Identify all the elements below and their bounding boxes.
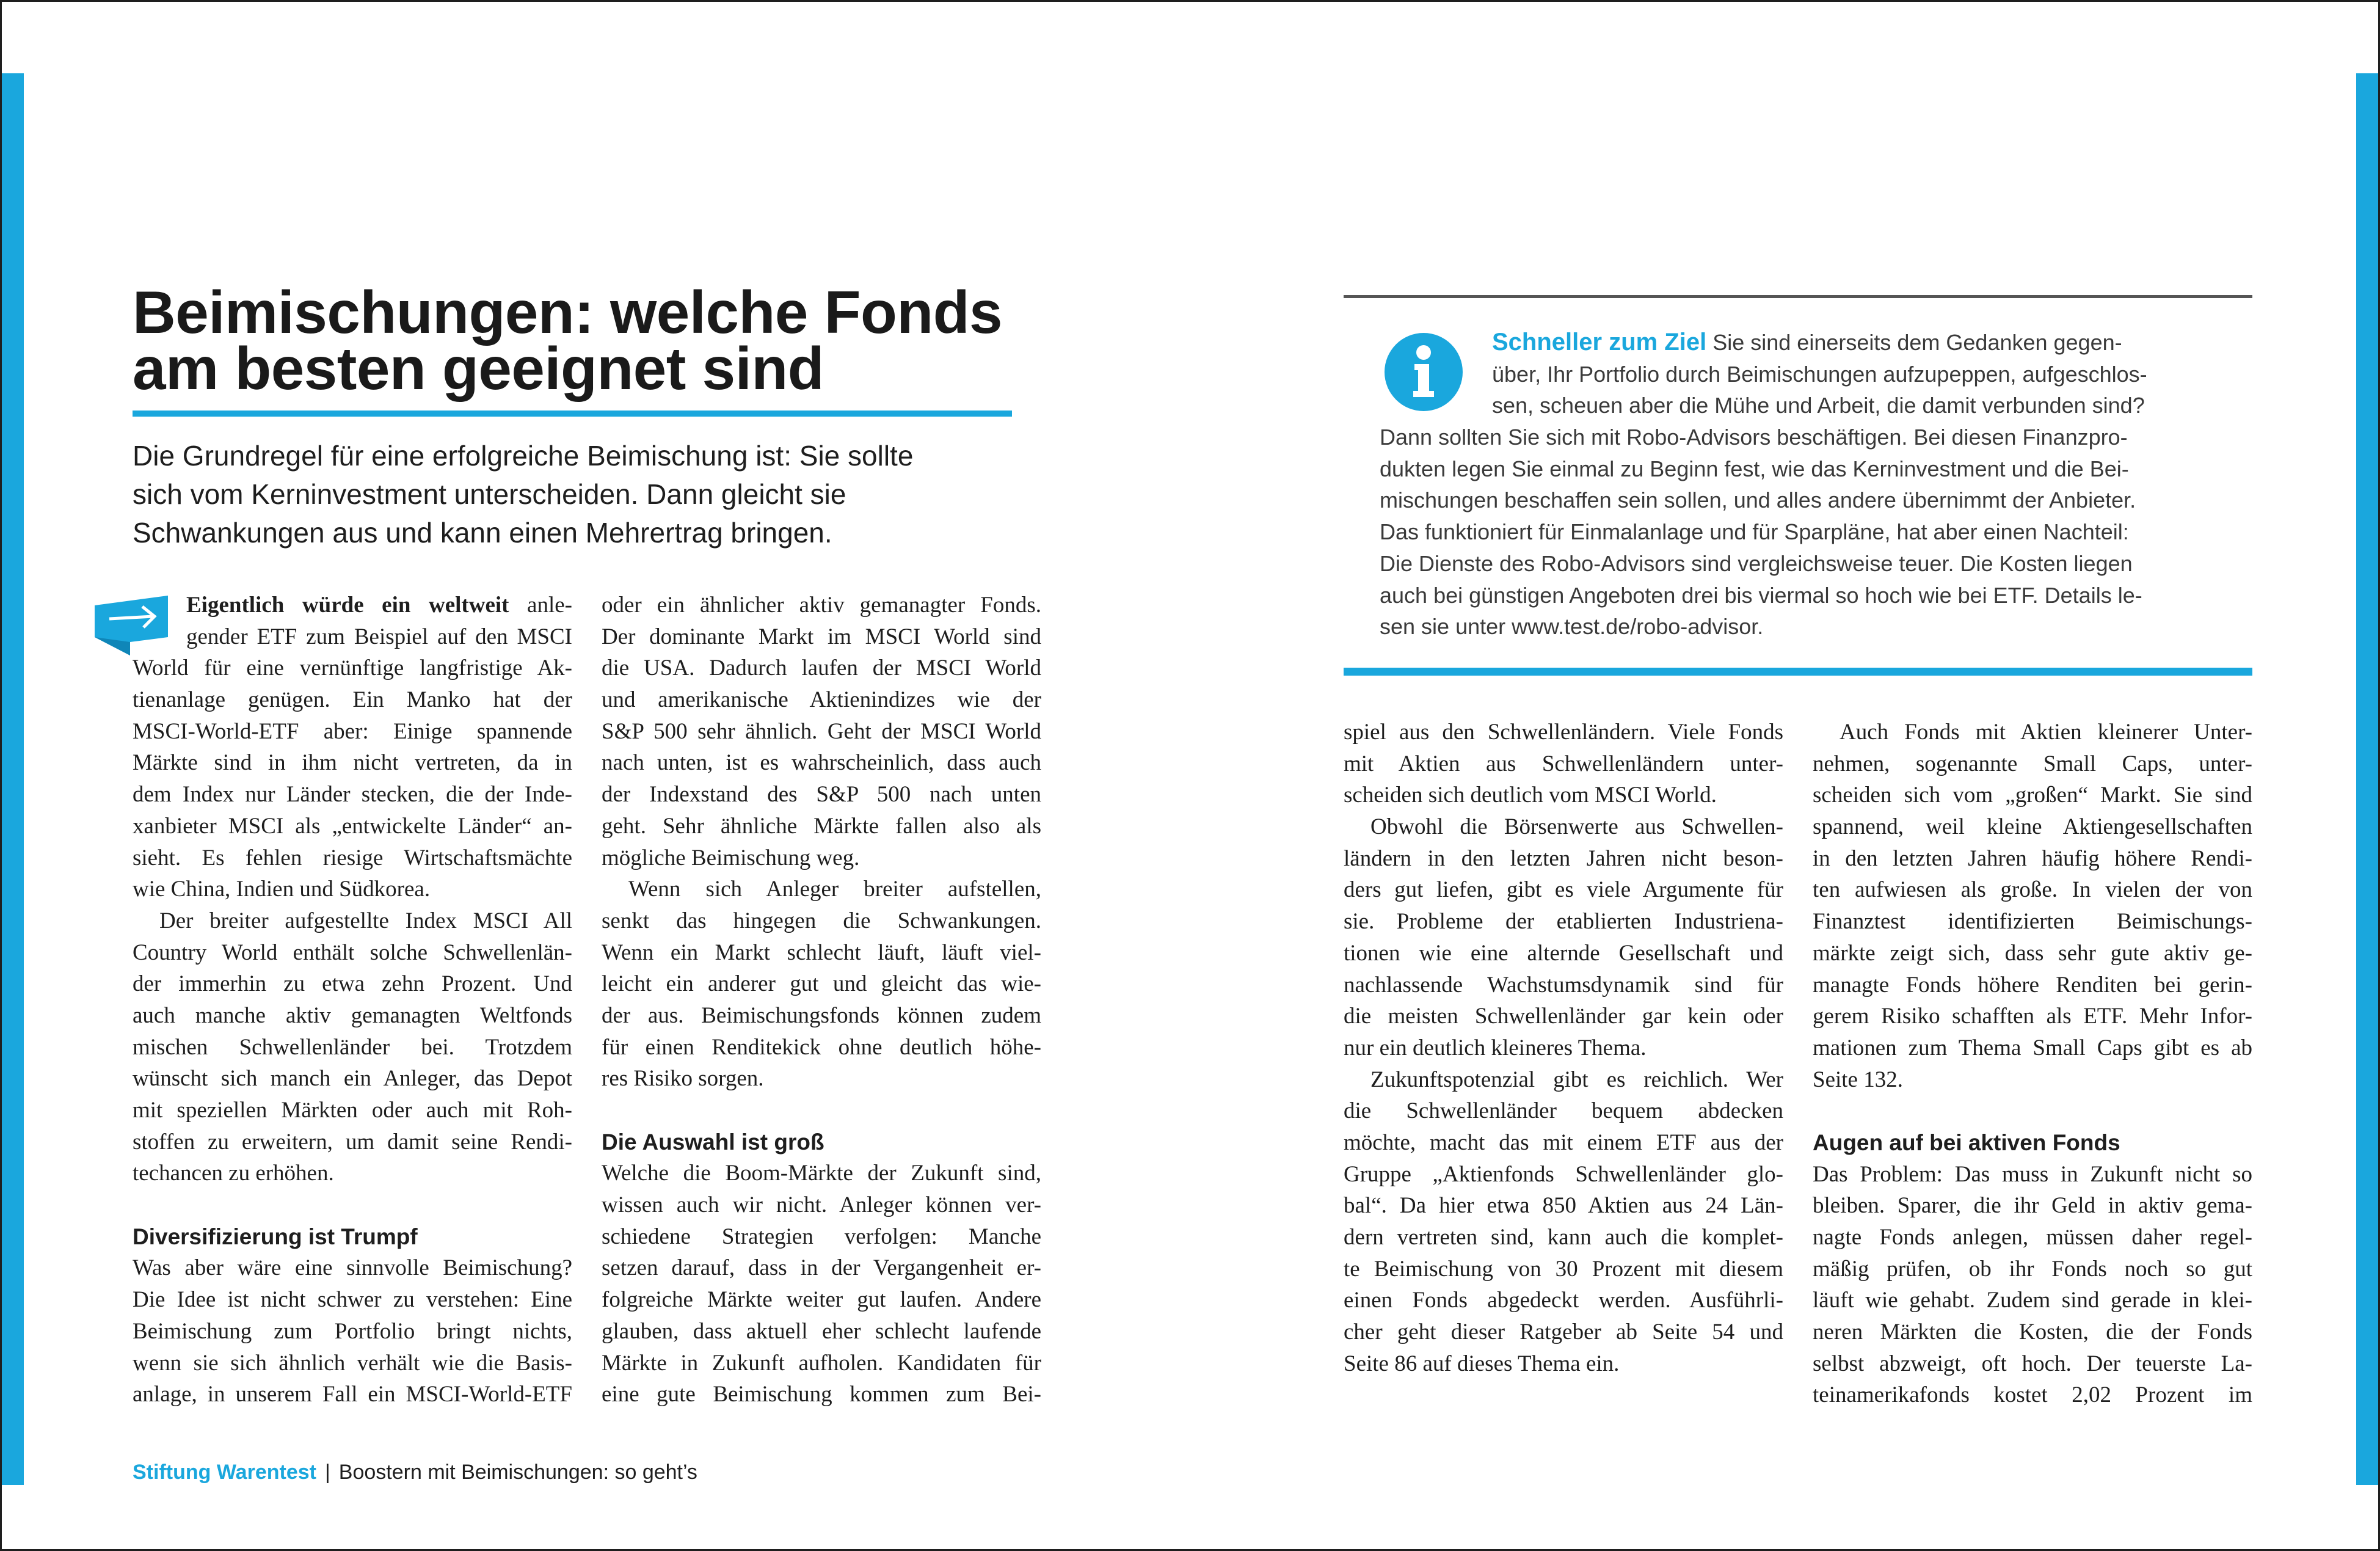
infobox-line: auch bei günstigen Angeboten drei bis viermal so hoch wie bei ETF. Details le- [1380,582,2142,608]
section-heading: Die Auswahl ist groß [602,1129,824,1155]
text-line: spiel aus den Schwellenländern. Viele Fonds [1344,720,1783,745]
infobox-line: sen sie unter www.test.de/robo-advisor. [1380,614,1764,640]
text-line: möchte, macht das mit einem ETF aus der [1344,1129,1783,1155]
lead-line: sich vom Kerninvestment unterscheiden. Dann gleicht sie [133,478,846,510]
footer-title: Boostern mit Beimischungen: so geht’s [338,1461,697,1484]
text-line: ländern in den letzten Jahren nicht beson- [1344,845,1783,871]
infobox-line-text: Sie sind einerseits dem Gedanken gegen- [1706,330,2122,355]
text-line: te Beimischung von 30 Prozent mit diesem [1344,1256,1783,1282]
text-line: sie. Probleme der etablierten Industriena- [1344,909,1783,935]
text-line: techancen zu erhöhen. [133,1161,334,1186]
text-line: gerem Risiko schafften als ETF. Mehr Infor- [1813,1004,2252,1029]
right-edge-bar [2356,73,2378,1485]
text-line: sieht. Es fehlen riesige Wirtschaftsmächte [133,845,572,870]
text-line: wissen auch wir nicht. Anleger können ver- [602,1192,1041,1218]
text-line: die meisten Schwellenländer gar kein oder [1344,1004,1783,1029]
text-line: wünscht sich manch ein Anleger, das Depot [133,1066,572,1092]
text-column-2 [602,589,1041,1410]
text-line: Auch Fonds mit Aktien kleinerer Unter- [1840,720,2252,745]
text-line: folgreiche Märkte weiter gut laufen. Andere [602,1287,1041,1313]
text-line: spannend, weil kleine Aktiengesellschaften [1813,814,2252,840]
infobox-line: über, Ihr Portfolio durch Beimischungen aufzupeppen, aufgeschlos- [1492,361,2147,387]
text-line: läuft wie gehabt. Zudem sind gerade in klei- [1813,1288,2252,1313]
article-lead [133,437,1049,552]
lead-line: Die Grundregel für eine erfolgreiche Beimischung ist: Sie sollte [133,440,914,472]
text-line: scheiden sich vom „großen“ Markt. Sie sind [1813,783,2252,808]
text-line: ders gut liefen, gibt es viele Argumente für [1344,877,1783,903]
infobox-line: Die Dienste des Robo-Advisors sind vergleichsweise teuer. Die Kosten liegen [1380,550,2133,576]
infobox-heading: Schneller zum Ziel [1492,329,1707,356]
infobox-top-rule [1344,295,2252,298]
text-line: nach unten, ist es wahrscheinlich, dass auch [602,750,1041,776]
text-line: xanbieter MSCI als „entwickelte Länder“ an- [133,813,572,839]
text-line: MSCI-World-ETF aber: Einige spannende [133,718,572,744]
infobox-line: Das funktioniert für Einmalanlage und für Sparpläne, hat aber einen Nachteil: [1380,519,2129,545]
article-title [133,279,1049,402]
text-line: eine gute Beimischung kommen zum Bei- [602,1382,1041,1407]
text-line: mischen Schwellenländer bei. Trotzdem [133,1034,572,1060]
text-line: teinamerikafonds kostet 2,02 Prozent im [1813,1382,2252,1408]
text-line: wenn sie sich ähnlich verhält wie die Basis- [133,1350,572,1376]
paragraph-gap [133,1189,572,1221]
text-line: senkt das hingegen die Schwankungen. [602,908,1041,933]
text-line: oder ein ähnlicher aktiv gemanagter Fonds. [602,593,1041,618]
infobox-text [1380,327,2235,643]
text-line: mit speziellen Märkten oder auch mit Roh- [133,1098,572,1123]
text-line: einen Fonds abgedeckt werden. Ausführli- [1344,1288,1783,1313]
text-line-rest: anle- [509,593,573,618]
intro-bold: Eigentlich würde ein weltweit [186,593,509,618]
text-line: dern vertreten sind, kann auch die komplet- [1344,1225,1783,1250]
text-line: leicht ein anderer gut und gleicht das wie- [602,971,1041,997]
text-line: Märkte in Zukunft aufholen. Kandidaten für [602,1350,1041,1376]
text-line: gender ETF zum Beispiel auf den MSCI [186,624,572,649]
text-line: Welche die Boom-Märkte der Zukunft sind, [602,1161,1041,1186]
title-line: am besten geeignet sind [133,335,824,402]
text-line: bal“. Da hier etwa 850 Aktien aus 24 Län- [1344,1193,1783,1219]
footer-brand: Stiftung Warentest [133,1461,316,1484]
text-line: setzen darauf, dass in der Vergangenheit er- [602,1255,1041,1281]
text-line: bleiben. Sparer, die ihr Geld in aktiv gema- [1813,1193,2252,1219]
text-line: märkte zeigt sich, dass sehr gute aktiv ge- [1813,940,2252,966]
text-line: und amerikanische Aktienindizes wie der [602,687,1041,713]
section-heading: Augen auf bei aktiven Fonds [1813,1129,2120,1155]
text-line: ten aufwiesen als große. In vielen der von [1813,877,2252,903]
text-line: managte Fonds höhere Renditen bei gerin- [1813,972,2252,998]
text-line: Märkte sind in ihm nicht vertreten, da in [133,750,572,776]
text-line: der immerhin zu etwa zehn Prozent. Und [133,971,572,997]
text-line: stoffen zu erweitern, um damit seine Rendi- [133,1129,572,1155]
text-line: in den letzten Jahren häufig höhere Rendi- [1813,845,2252,871]
title-line: Beimischungen: welche Fonds [133,279,1003,346]
infobox-line: mischungen beschaffen sein sollen, und alles andere übernimmt der Anbieter. [1380,487,2136,513]
text-line: Obwohl die Börsenwerte aus Schwellen- [1370,814,1783,840]
text-line: selbst abzweigt, oft hoch. Der teuerste La- [1813,1351,2252,1376]
text-line: nagte Fonds anlegen, müssen daher regel- [1813,1225,2252,1250]
text-line: Wenn sich Anleger breiter aufstellen, [628,877,1041,902]
infobox-line: dukten legen Sie einmal zu Beginn fest, wie das Kerninvestment und die Bei- [1380,456,2129,481]
text-line: nur ein deutlich kleineres Thema. [1344,1035,1647,1060]
text-line: mit Aktien aus Schwellenländern unter- [1344,751,1783,776]
text-line: World für eine vernünftige langfristige Ak- [133,655,572,681]
text-line: neren Märkten die Kosten, die der Fonds [1813,1319,2252,1345]
text-line: Finanztest identifizierten Beimischungs- [1813,909,2252,935]
text-line: Beimischung zum Portfolio bringt nichts, [133,1318,572,1344]
infobox-line: Dann sollten Sie sich mit Robo-Advisors beschäftigen. Bei diesen Finanzpro- [1380,425,2128,450]
text-line: nehmen, sogenannte Small Caps, unter- [1813,751,2252,776]
title-underline [133,411,1012,417]
text-line: der aus. Beimischungsfonds können zudem [602,1002,1041,1028]
text-line: Der breiter aufgestellte Index MSCI All [159,908,572,933]
text-line: Country World enthält solche Schwellenlän- [133,940,572,965]
text-line: für einen Renditekick ohne deutlich höhe- [602,1034,1041,1060]
text-line: S&P 500 sehr ähnlich. Geht der MSCI World [602,718,1041,744]
text-line: Der dominante Markt im MSCI World sind [602,624,1041,649]
text-line: Die Idee ist nicht schwer zu verstehen: Eine [133,1287,572,1313]
paragraph-gap [602,1095,1041,1126]
text-line: die USA. Dadurch laufen der MSCI World [602,655,1041,681]
infobox-line [1380,327,2235,359]
text-line: nachlassende Wachstumsdynamik sind für [1344,972,1783,998]
text-line: tionen wie eine alternde Gesellschaft und [1344,940,1783,966]
text-line: mäßig prüfen, ob ihr Fonds noch so gut [1813,1256,2252,1282]
text-line: geht. Sehr ähnliche Märkte fallen also als [602,813,1041,839]
text-line: dem Index nur Länder stecken, die der Inde- [133,782,572,808]
text-line: Das Problem: Das muss in Zukunft nicht so [1813,1161,2252,1187]
text-line: anlage, in unserem Fall ein MSCI-World-ETF [133,1382,572,1407]
footer-separator: | [324,1461,330,1484]
text-line: cher geht dieser Ratgeber ab Seite 54 und [1344,1319,1783,1345]
text-line: mögliche Beimischung weg. [602,845,860,870]
text-line: Was aber wäre eine sinnvolle Beimischung? [133,1255,572,1281]
text-line: auch manche aktiv gemanagten Weltfonds [133,1002,572,1028]
text-line: tienanlage genügen. Ein Manko hat der [133,687,572,713]
infobox-bottom-rule [1344,668,2252,676]
text-column-3 [1344,717,1783,1379]
text-line: der Indexstand des S&P 500 nach unten [602,782,1041,808]
left-edge-bar [2,73,24,1485]
text-line: Seite 132. [1813,1067,1903,1092]
text-line: glauben, dass aktuell eher schlecht laufende [602,1318,1041,1344]
text-line: mationen zum Thema Small Caps gibt es ab [1813,1035,2252,1060]
text-line: Zukunftspotenzial gibt es reichlich. Wer [1370,1067,1783,1092]
text-column-4 [1813,717,2252,1411]
text-column-1 [133,589,572,1410]
text-line [133,589,572,621]
text-line: scheiden sich deutlich vom MSCI World. [1344,783,1717,808]
text-line: Gruppe „Aktienfonds Schwellenländer glo- [1344,1161,1783,1187]
text-line: res Risiko sorgen. [602,1066,764,1092]
text-line: schiedene Strategien verfolgen: Manche [602,1224,1041,1249]
paragraph-gap [1813,1095,2252,1127]
text-line: wie China, Indien und Südkorea. [133,877,431,902]
text-line: Seite 86 auf dieses Thema ein. [1344,1351,1620,1376]
text-line: die Schwellenländer bequem abdecken [1344,1098,1783,1124]
text-line: Wenn ein Markt schlecht läuft, läuft viel- [602,940,1041,965]
lead-line: Schwankungen aus und kann einen Mehrertrag bringen. [133,517,832,549]
infobox-line: sen, scheuen aber die Mühe und Arbeit, die damit verbunden sind? [1492,393,2145,418]
page-footer [133,1461,697,1484]
section-heading: Diversifizierung ist Trumpf [133,1224,418,1249]
